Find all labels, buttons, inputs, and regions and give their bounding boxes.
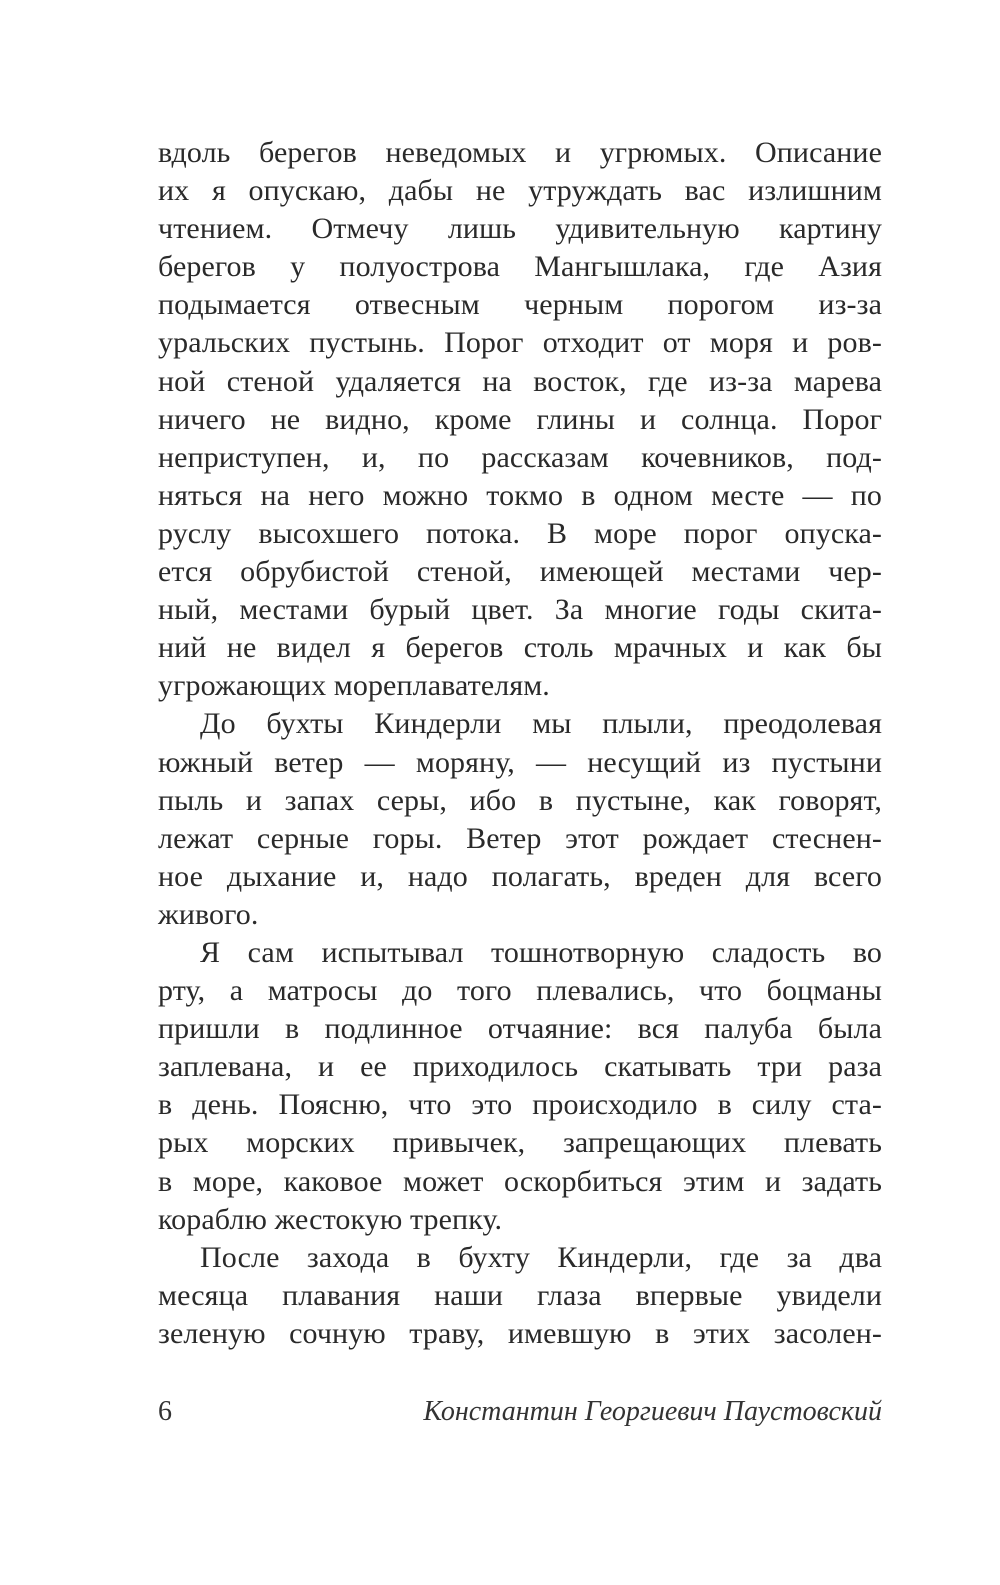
text-line: зеленую сочную траву, имевшую в этих засолен- bbox=[158, 1316, 882, 1350]
text-line: ный, местами бурый цвет. За многие годы скита- bbox=[158, 593, 882, 627]
paragraph bbox=[158, 705, 882, 934]
text-line: ется обрубистой стеной, имеющей местами чер- bbox=[158, 555, 882, 589]
text-line: ное дыхание и, надо полагать, вреден для всего bbox=[158, 859, 882, 893]
text-line: в море, каковое может оскорбиться этим и задать bbox=[158, 1164, 882, 1198]
text-line: кораблю жестокую трепку. bbox=[158, 1202, 503, 1236]
text-line: До бухты Киндерли мы плыли, преодолевая bbox=[200, 707, 882, 741]
text-line: рых морских привычек, запрещающих плевать bbox=[158, 1126, 882, 1160]
text-line: неприступен, и, по рассказам кочевников, под- bbox=[158, 440, 882, 474]
text-line: в день. Поясню, что это происходило в силу ста- bbox=[158, 1088, 882, 1122]
text-line: чтением. Отмечу лишь удивительную картину bbox=[158, 212, 882, 246]
text-line: подымается отвесным черным порогом из-за bbox=[158, 288, 882, 322]
text-line: живого. bbox=[158, 897, 259, 931]
paragraph bbox=[158, 1239, 882, 1353]
text-line: ний не видел я берегов столь мрачных и как бы bbox=[158, 631, 882, 665]
text-line: уральских пустынь. Порог отходит от моря и ров- bbox=[158, 326, 882, 360]
text-line: угрожающих мореплавателям. bbox=[158, 669, 550, 703]
text-line: ничего не видно, кроме глины и солнца. Порог bbox=[158, 402, 882, 436]
paragraph bbox=[158, 134, 882, 705]
text-line: няться на него можно токмо в одном месте — по bbox=[158, 478, 882, 512]
page-number: 6 bbox=[158, 1396, 172, 1427]
text-line: Я сам испытывал тошнотворную сладость во bbox=[200, 935, 882, 969]
page-footer bbox=[158, 1396, 882, 1436]
text-line: заплевана, и ее приходилось скатывать три раза bbox=[158, 1050, 882, 1084]
text-line: южный ветер — моряну, — несущий из пустыни bbox=[158, 745, 882, 779]
text-line: руслу высохшего потока. В море порог опуска- bbox=[158, 516, 882, 550]
text-line: их я опускаю, дабы не утруждать вас излишним bbox=[158, 174, 882, 208]
text-line: вдоль берегов неведомых и угрюмых. Описание bbox=[158, 136, 882, 169]
text-line: лежат серные горы. Ветер этот рождает стеснен- bbox=[158, 821, 882, 855]
text-line: берегов у полуострова Мангышлака, где Азия bbox=[158, 250, 882, 284]
body-text bbox=[158, 134, 882, 1353]
paragraph bbox=[158, 934, 882, 1239]
text-line: месяца плавания наши глаза впервые увидели bbox=[158, 1278, 882, 1312]
running-footer-author: Константин Георгиевич Паустовский bbox=[423, 1396, 882, 1427]
text-line: ной стеной удаляется на восток, где из-за марева bbox=[158, 364, 882, 398]
text-line: пыль и запах серы, ибо в пустыне, как говорят, bbox=[158, 783, 882, 817]
text-line: После захода в бухту Киндерли, где за два bbox=[200, 1240, 882, 1274]
text-line: пришли в подлинное отчаяние: вся палуба была bbox=[158, 1012, 882, 1046]
text-line: рту, а матросы до того плевались, что боцманы bbox=[158, 974, 882, 1008]
